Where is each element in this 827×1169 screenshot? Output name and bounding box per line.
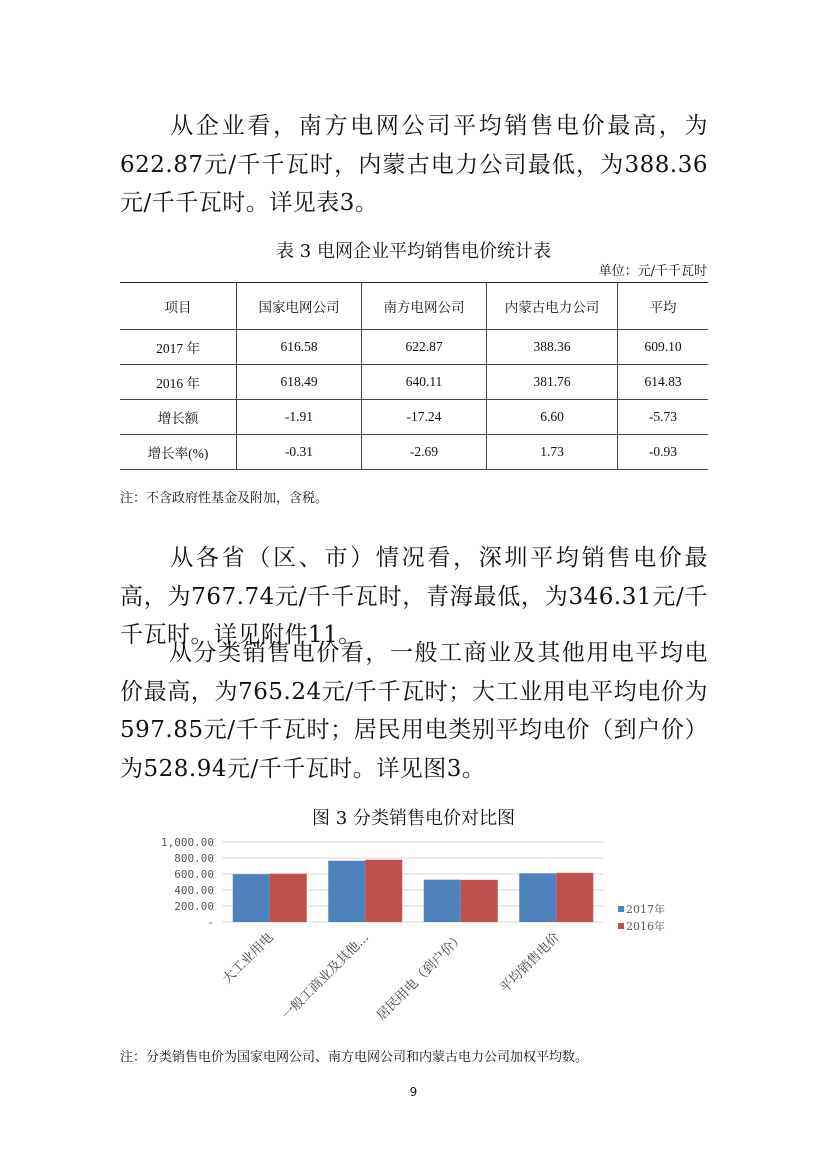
y-tick-label: -	[207, 916, 214, 929]
legend-label: 2017年	[626, 903, 665, 916]
header-inner-mongolia: 内蒙古电力公司	[487, 283, 618, 330]
cell: -0.93	[618, 435, 709, 470]
figure3-note: 注：分类销售电价为国家电网公司、南方电网公司和内蒙古电力公司加权平均数。	[120, 1050, 589, 1065]
bar	[424, 880, 461, 922]
bar	[270, 874, 307, 922]
header-average: 平均	[618, 283, 709, 330]
table3-note: 注：不含政府性基金及附加，含税。	[120, 491, 329, 506]
table-row	[120, 330, 708, 365]
cell: 616.58	[237, 330, 362, 365]
cell: 1.73	[487, 435, 618, 470]
cell: -17.24	[362, 400, 487, 435]
bar	[233, 874, 270, 922]
row-label: 2017 年	[120, 330, 237, 365]
cell: 6.60	[487, 400, 618, 435]
bar	[519, 873, 556, 922]
paragraph-enterprise: 从企业看，南方电网公司平均销售电价最高，为622.87元/千千瓦时，内蒙古电力公司最低，为388.36元/千千瓦时。详见表3。	[120, 113, 708, 216]
header-item: 项目	[120, 283, 237, 330]
table3-caption: 表 3 电网企业平均销售电价统计表	[276, 241, 551, 262]
table-header-row	[120, 283, 708, 330]
cell: 609.10	[618, 330, 709, 365]
paragraph-provinces: 从各省（区、市）情况看，深圳平均销售电价最高，为767.74元/千千瓦时，青海最低，为346.31元/千千瓦时。详见附件11。	[120, 545, 708, 648]
cell: -2.69	[362, 435, 487, 470]
x-category-label: 平均销售电价	[497, 930, 564, 996]
paragraph-categories: 从分类销售电价看，一般工商业及其他用电平均电价最高，为765.24元/千千瓦时；大工业用电平均电价为597.85元/千千瓦时；居民用电类别平均电价（到户价）为528.94元/千千瓦时。详见图3。	[120, 640, 708, 782]
row-label: 增长率(%)	[120, 435, 237, 470]
y-tick-label: 200.00	[174, 900, 214, 913]
cell: -1.91	[237, 400, 362, 435]
y-tick-label: 400.00	[174, 884, 214, 897]
cell: 614.83	[618, 365, 709, 400]
bar	[556, 873, 593, 922]
x-category-label: 一般工商业及其他...	[279, 930, 373, 1024]
table-row	[120, 365, 708, 400]
bar	[365, 860, 402, 922]
cell: 618.49	[237, 365, 362, 400]
table-row	[120, 400, 708, 435]
legend-label: 2016年	[626, 920, 665, 933]
cell: 640.11	[362, 365, 487, 400]
figure3-bar-chart	[120, 832, 708, 1048]
y-tick-label: 1,000.00	[161, 836, 214, 849]
header-state-grid: 国家电网公司	[237, 283, 362, 330]
cell: -5.73	[618, 400, 709, 435]
table3	[120, 282, 708, 470]
cell: -0.31	[237, 435, 362, 470]
cell: 388.36	[487, 330, 618, 365]
y-tick-label: 800.00	[174, 852, 214, 865]
legend-swatch	[618, 923, 624, 929]
bar	[461, 880, 498, 922]
cell: 622.87	[362, 330, 487, 365]
row-label: 增长额	[120, 400, 237, 435]
table-row	[120, 435, 708, 470]
header-south-grid: 南方电网公司	[362, 283, 487, 330]
y-tick-label: 600.00	[174, 868, 214, 881]
page-number: 9	[409, 1085, 418, 1099]
cell: 381.76	[487, 365, 618, 400]
x-category-label: 居民用电（到户价）	[374, 930, 468, 1024]
x-category-label: 大工业用电	[219, 930, 277, 987]
row-label: 2016 年	[120, 365, 237, 400]
figure3-caption: 图 3 分类销售电价对比图	[312, 808, 515, 829]
table3-unit: 单位：元/千千瓦时	[598, 264, 707, 279]
legend-swatch	[618, 906, 624, 912]
bar	[328, 861, 365, 922]
